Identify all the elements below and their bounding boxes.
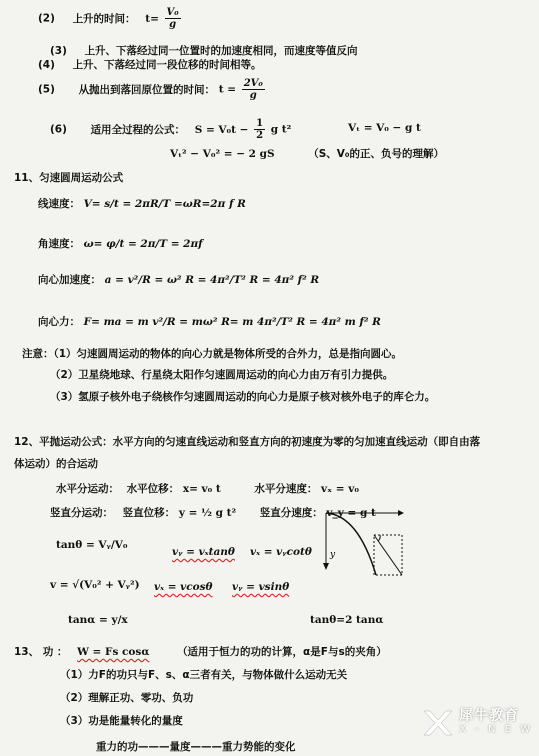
item-5: (5) 从抛出到落回原位置的时间： t = $\frac{\text{2V₀}}{g}$: [38, 78, 263, 101]
tan-relation: tanθ=2 tanα: [310, 614, 384, 626]
tan-theta: tanθ = Vᵧ/V₀: [56, 539, 128, 551]
section-12-title-cont: 体运动）的合运动: [14, 458, 98, 470]
centripetal-force: 向心力： F= ma = m v²/R = mω² R= m 4π²/T² R = 4π² m f² R: [38, 316, 381, 328]
linear-velocity: 线速度： V= s/t = 2πR/T =ωR=2π f R: [38, 198, 246, 210]
x-arrow: [398, 510, 404, 516]
item-3: (3) 上升、下落经过同一位置时的加速度相同，而速度等值反向: [50, 45, 358, 57]
work-point-3: （3）功是能量转化的量度: [60, 715, 183, 727]
item-label: 上升的时间：: [72, 12, 136, 25]
y-label: y: [330, 550, 336, 560]
note-2: （2）卫星绕地球、行星绕太阳作匀速圆周运动的向心力由万有引力提供。: [50, 369, 394, 381]
formula: t=: [145, 12, 159, 25]
y-arrow: [323, 563, 329, 570]
x-logo-icon: [421, 708, 455, 738]
angle-arc: [378, 535, 380, 541]
work-point-4: 重力的功———量度———重力势能的变化: [96, 741, 296, 753]
vertical-motion: 竖直分运动： 竖直位移： y = ½ g t² 竖直分速度： v_y = g t: [50, 507, 376, 519]
note-1: 注意：（1）匀速圆周运动的物体的向心力就是物体所受的合外力，总是指向圆心。: [22, 348, 403, 360]
tan-alpha: tanα = y/x: [68, 614, 128, 626]
horizontal-motion: 水平分运动： 水平位移： x= v₀ t 水平分速度： vₓ = v₀: [56, 483, 359, 495]
v-magnitude: v = √(V₀² + Vᵧ²): [50, 579, 140, 591]
formula-vt: Vₜ = V₀ − g t: [348, 122, 421, 134]
centripetal-acceleration: 向心加速度： a = v²/R = ω² R = 4π²/T² R = 4π² f² R: [38, 274, 320, 286]
item-4: (4) 上升、下落经过同一段位移的时间相等。: [38, 59, 262, 71]
item-number: (2): [38, 12, 55, 25]
vx-cot: vₓ = vᵧcotθ: [250, 546, 312, 558]
watermark-en: X - N E W: [459, 724, 533, 735]
vy-tan: vᵧ = vₓtanθ: [172, 546, 235, 558]
vx-cos: vₓ = vcosθ: [154, 581, 213, 593]
item-6: (6) 适用全过程的公式： S = V₀t − $\frac{1}{2}$ g t²: [50, 118, 292, 141]
vy-sin: vᵧ = vsinθ: [232, 581, 290, 593]
work-point-2: （2）理解正功、零功、负功: [60, 692, 194, 704]
section-13-title: 13、 功 ： W = Fs cosα （适用于恒力的功的计算，α是F与s的夹角）: [14, 646, 387, 658]
fraction: $\frac{\text{V₀}}{g}$: [166, 7, 179, 30]
angular-velocity: 角速度： ω= φ/t = 2π/T = 2πf: [38, 238, 203, 250]
section-11-title: 11、匀速圆周运动公式: [14, 172, 124, 184]
watermark-cn: 犀牛教育: [459, 708, 520, 724]
note-3: （3）氢原子核外电子绕核作匀速圆周运动的向心力是原子核对核外电子的库仑力。: [50, 391, 436, 403]
projectile-diagram: [318, 505, 408, 585]
watermark: [421, 708, 533, 738]
section-12-title: 12、平抛运动公式：水平方向的匀速直线运动和竖直方向的初速度为零的匀加速直线运动（即自由落: [14, 436, 481, 448]
formula-vt2: Vₜ² − V₀² = − 2 gS （S、V₀的正、负号的理解）: [170, 148, 444, 160]
item-2: [38, 7, 183, 30]
trajectory: [326, 513, 376, 575]
work-point-1: （1）力F的功只与F、s、α三者有关，与物体做什么运动无关: [60, 669, 348, 681]
